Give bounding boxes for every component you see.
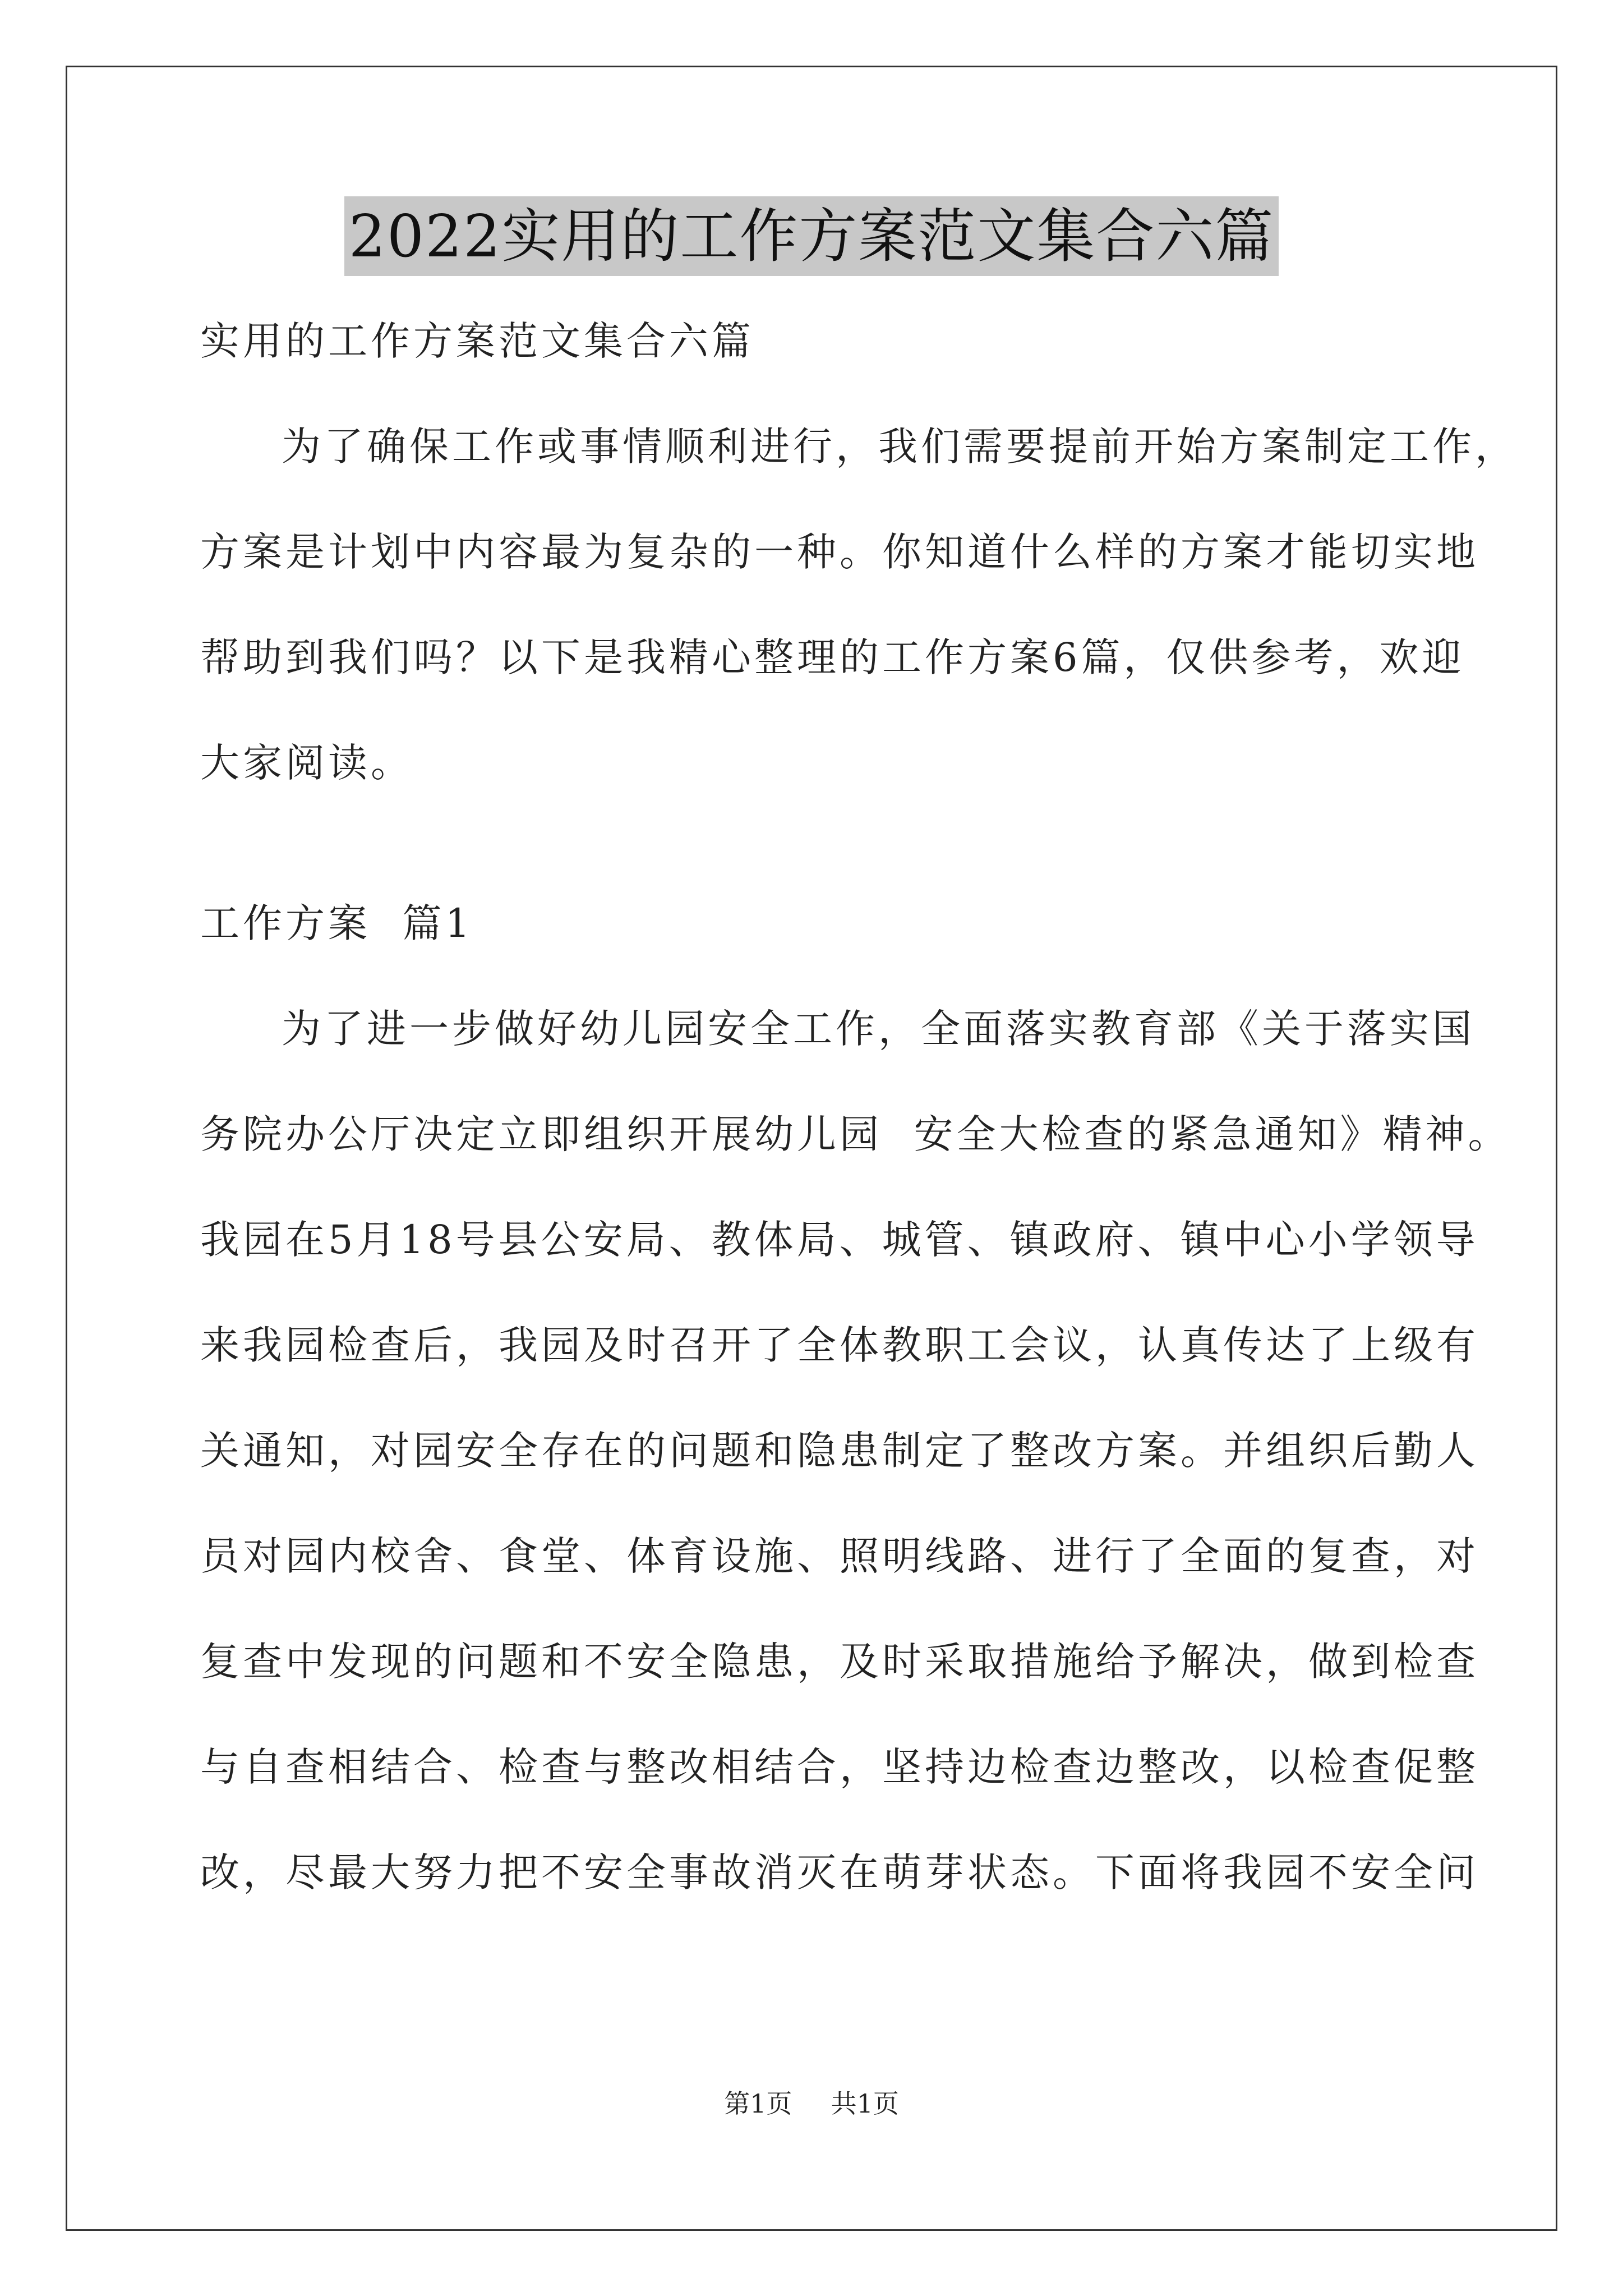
page-footer: [0, 2087, 1623, 2120]
section-line: 来我园检查后，我园及时召开了全体教职工会议，认真传达了上级有: [200, 1322, 1479, 1368]
document-subtitle: 实用的工作方案范文集合六篇: [200, 318, 754, 364]
section-line: 务院办公厅决定立即组织开展幼儿园 安全大检查的紧急通知》精神。: [200, 1111, 1511, 1157]
section-line: 员对园内校舍、食堂、体育设施、照明线路、进行了全面的复查，对: [200, 1533, 1479, 1579]
intro-line: 方案是计划中内容最为复杂的一种。你知道什么样的方案才能切实地: [200, 529, 1479, 575]
section-line: 改，尽最大努力把不安全事故消灭在萌芽状态。下面将我园不安全问: [200, 1849, 1479, 1895]
section-heading: 工作方案 篇1: [200, 900, 474, 946]
section-line: 为了进一步做好幼儿园安全工作，全面落实教育部《关于落实国: [282, 1006, 1475, 1052]
document-body: [200, 314, 1518, 1899]
title-wrap: [0, 196, 1623, 276]
section-line: 我园在5月18号县公安局、教体局、城管、镇政府、镇中心小学领导: [200, 1217, 1479, 1263]
section-line: 复查中发现的问题和不安全隐患，及时采取措施给予解决，做到检查: [200, 1639, 1479, 1685]
page-total: 共1页: [831, 2088, 899, 2119]
intro-line: 大家阅读。: [200, 740, 413, 786]
section-line: 与自查相结合、检查与整改相结合，坚持边检查边整改，以检查促整: [200, 1744, 1479, 1790]
page-number: 第1页: [724, 2088, 792, 2119]
intro-line: 为了确保工作或事情顺利进行，我们需要提前开始方案制定工作，: [282, 424, 1518, 470]
intro-line: 帮助到我们吗？以下是我精心整理的工作方案6篇，仅供参考，欢迎: [200, 634, 1465, 680]
document-title: 2022实用的工作方案范文集合六篇: [344, 196, 1279, 276]
section-line: 关通知，对园安全存在的问题和隐患制定了整改方案。并组织后勤人: [200, 1428, 1479, 1474]
